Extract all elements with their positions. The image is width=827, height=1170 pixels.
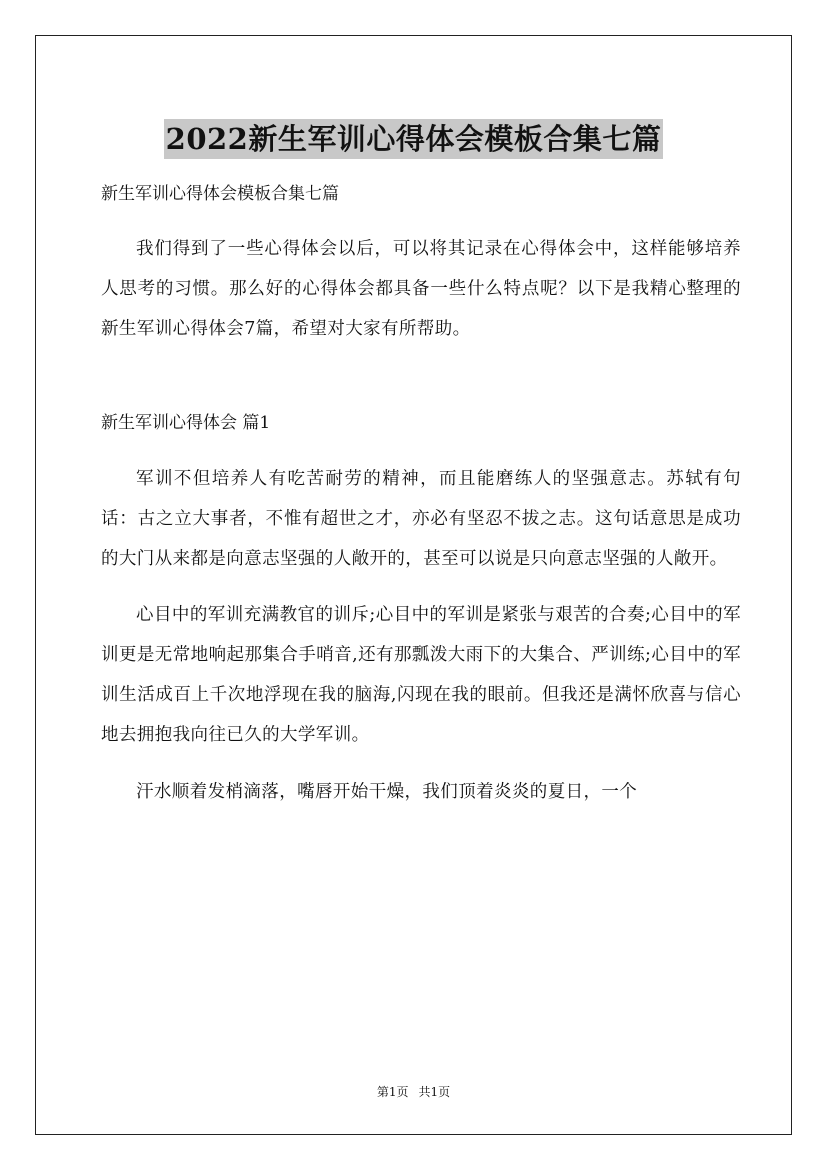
intro-paragraph: 我们得到了一些心得体会以后，可以将其记录在心得体会中，这样能够培养人思考的习惯。那么好的心得体会都具备一些什么特点呢？以下是我精心整理的新生军训心得体会7篇，希望对大家有所帮助。	[101, 239, 741, 339]
page-number: 第1页	[376, 1085, 409, 1099]
body-paragraph: 心目中的军训充满教官的训斥;心目中的军训是紧张与艰苦的合奏;心目中的军训更是无常地响起那集合手哨音,还有那瓢泼大雨下的大集合、严训练;心目中的军训生活成百上千次地浮现在我的脑海,闪现在我的眼前。但我还是满怀欣喜与信心地去拥抱我向往已久的大学军训。	[101, 605, 741, 745]
page-total: 共1页	[418, 1085, 451, 1099]
document-subtitle: 新生军训心得体会模板合集七篇	[101, 184, 339, 204]
title-container	[0, 100, 827, 179]
document-title: 2022新生军训心得体会模板合集七篇	[164, 119, 664, 159]
body-paragraph: 汗水顺着发梢滴落，嘴唇开始干燥，我们顶着炎炎的夏日，一个	[136, 782, 638, 802]
section-heading: 新生军训心得体会 篇1	[101, 413, 271, 433]
body-paragraph: 军训不但培养人有吃苦耐劳的精神，而且能磨练人的坚强意志。苏轼有句话：古之立大事者，不惟有超世之才，亦必有坚忍不拔之志。这句话意思是成功的大门从来都是向意志坚强的人敞开的，甚至可以说是只向意志坚强的人敞开。	[101, 469, 741, 569]
document-body	[101, 174, 741, 812]
page-footer	[0, 1082, 827, 1102]
